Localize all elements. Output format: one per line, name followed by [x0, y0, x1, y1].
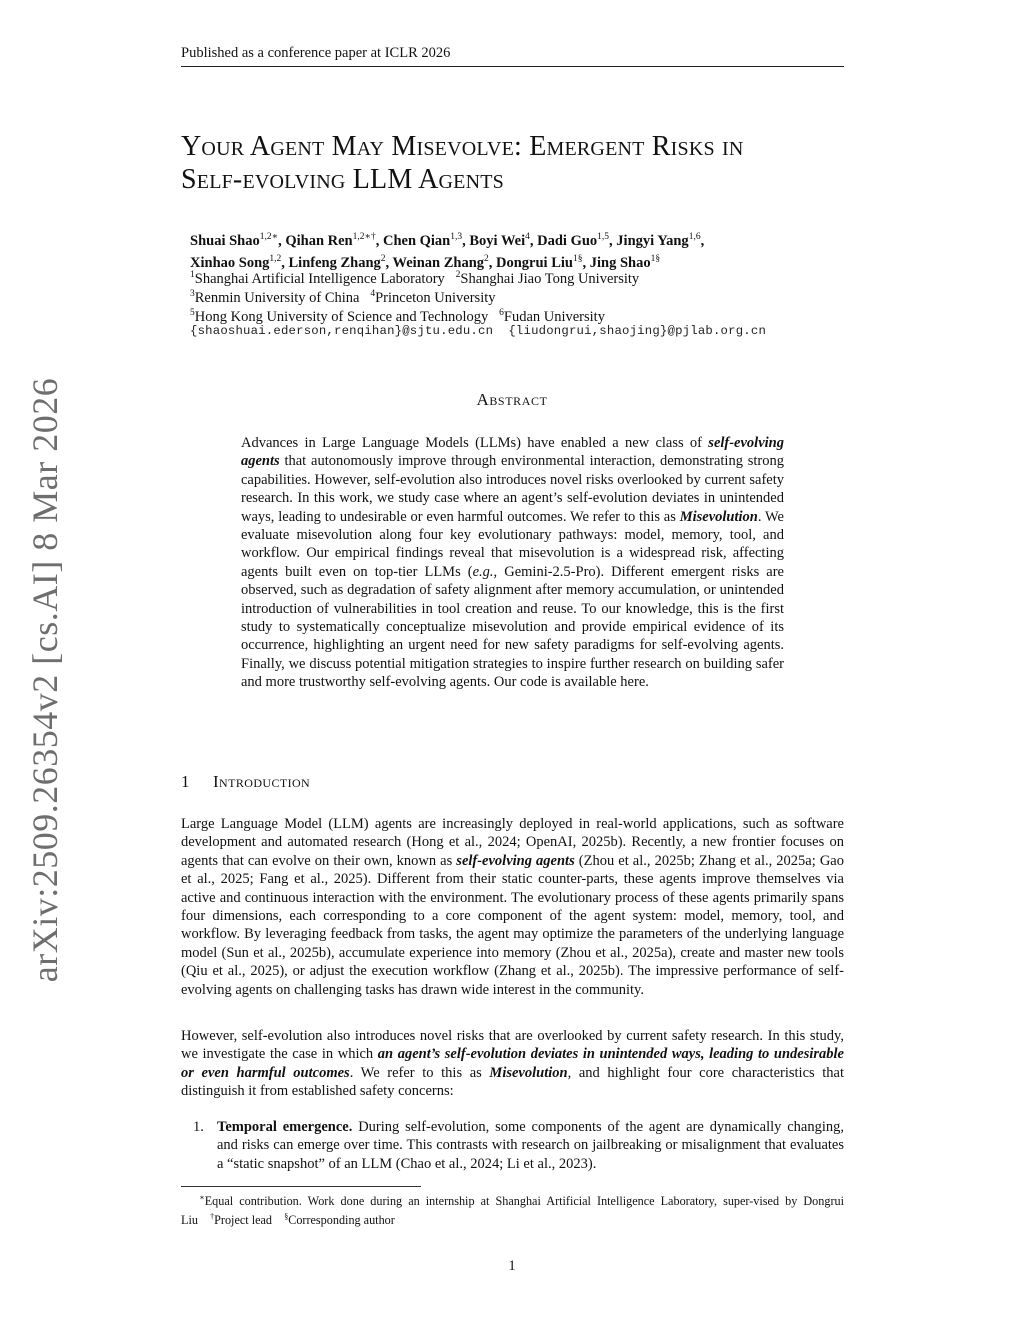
author-affil-mark: 4 — [525, 232, 530, 242]
author-affil-mark: 1,2∗† — [352, 232, 376, 242]
footnote-text: Corresponding author — [288, 1213, 395, 1228]
list-item-number: 1. — [193, 1119, 204, 1135]
author-name: Xinhao Song — [190, 255, 270, 272]
section-number: 1 — [181, 772, 190, 791]
paper-title — [181, 130, 861, 196]
author-name: Dongrui Liu — [496, 255, 573, 272]
author-affil-mark: 1,2 — [269, 254, 282, 265]
author-affil-mark: 1§ — [572, 254, 583, 265]
abstract-heading: Abstract — [476, 390, 548, 409]
title-line-1 — [181, 130, 861, 163]
footnote-mark: † — [210, 1212, 215, 1222]
affiliation: Princeton University — [375, 289, 496, 306]
affil-mark: 5 — [190, 308, 195, 318]
author-name: Jing Shao — [589, 255, 651, 272]
title-line-2 — [181, 163, 861, 196]
footnote-rule — [181, 1186, 421, 1187]
abstract-emphasis: self-evolving agents — [241, 435, 784, 470]
author-name: Weinan Zhang — [392, 255, 485, 272]
affil-mark: 4 — [370, 289, 376, 299]
footnote-text: Project lead — [214, 1213, 272, 1228]
paragraph-text: However, self-evolution also introduces novel risks that are overlooked by current safety research. In this study, we investigate the case in which — [181, 1028, 844, 1063]
author-affil-mark: 2 — [484, 254, 489, 265]
affiliation: Shanghai Artificial Intelligence Laboratory — [194, 270, 445, 287]
list-item — [193, 1118, 844, 1173]
affil-mark: 2 — [455, 270, 461, 280]
author-affil-mark: 1,2∗ — [259, 232, 279, 242]
intro-paragraph-1 — [181, 815, 844, 999]
author-name: Linfeng Zhang — [288, 255, 381, 272]
author-name: Boyi Wei — [469, 232, 526, 249]
page-number: 1 — [508, 1258, 516, 1274]
abstract-body — [241, 434, 784, 692]
running-header: Published as a conference paper at ICLR 2026 — [181, 45, 451, 61]
footnote-mark: ∗ — [199, 1193, 205, 1202]
author-affil-mark: 1§ — [650, 254, 661, 265]
paragraph-emphasis: Misevolution — [489, 1064, 568, 1081]
affil-mark: 1 — [190, 270, 195, 280]
abstract-text: Advances in Large Language Models (LLMs) have enabled a new class of — [241, 435, 709, 451]
abstract-text: , Gemini-2.5-Pro). Different emergent risks are observed, such as degradation of safety alignment after memory accumulation, or unintended introduction of vulnerabilities in tool creation and reuse. To our knowledge, this is the first study to systematically conceptualize misevolution and provide empirical evidence of its occurrence, highlighting an urgent need for new safety paradigms for self-evolving agents. Finally, we discuss potential mitigation strategies to inspire further research on building safer and more trustworthy self-evolving agents. Our code is available here. — [241, 563, 784, 691]
paragraph-emphasis: an agent’s self-evolution deviates in unintended ways, leading to undesirable or even harmful outcomes — [181, 1046, 844, 1081]
affiliation: Shanghai Jiao Tong University — [460, 270, 640, 287]
abstract-emphasis: Misevolution — [679, 508, 758, 525]
paragraph-text: (Zhou et al., 2025b; Zhang et al., 2025a; Gao et al., 2025; Fang et al., 2025). Different from their static counter-parts, these agents improve themselves via active and continuous interaction with the environment. The evolutionary process of these agents primarily spans four dimensions, each corresponding to a core component of the agent system: model, memory, tool, and workflow. By leveraging feedback from tasks, the agent may optimize the parameters of the underlying language model (Sun et al., 2025b), accumulate experience into memory (Zhou et al., 2025a), create and master new tools (Qiu et al., 2025), or adjust the execution workflow (Zhang et al., 2025b). The impressive performance of self-evolving agents on challenging tasks has drawn wide interest in the community. — [181, 852, 844, 998]
title-line-1-text: Your Agent May Misevolve: Emergent Risks in — [181, 131, 744, 162]
affiliation-line-3 — [190, 304, 850, 326]
affil-mark: 3 — [190, 289, 195, 299]
contact-emails[interactable]: {shaoshuai.ederson,renqihan}@sjtu.edu.cn {liudongrui,shaojing}@pjlab.org.cn — [190, 324, 767, 338]
affiliation: Hong Kong University of Science and Technology — [194, 308, 489, 325]
title-line-2-text: Self-evolving LLM Agents — [181, 164, 504, 195]
footnote-mark: § — [284, 1212, 289, 1222]
paragraph-emphasis: self-evolving agents — [456, 852, 575, 869]
affiliation: Renmin University of China — [194, 289, 360, 306]
paragraph-text: Large Language Model (LLM) agents are increasingly deployed in real-world applications, such as software development and automated research (Hong et al., 2024; OpenAI, 2025b). Recently, a new frontier focuses on agents that can evolve on their own, known as — [181, 816, 844, 869]
abstract-italic: e.g. — [472, 563, 494, 580]
section-title: Introduction — [213, 772, 311, 791]
author-name: Chen Qian — [382, 232, 451, 249]
footnote-text: Equal contribution. Work done during an internship at Shanghai Artificial Intelligence Laboratory, super-vised by Dongrui Liu — [181, 1194, 845, 1228]
author-name: Jingyi Yang — [616, 232, 689, 249]
affiliation: Fudan University — [503, 308, 605, 325]
author-name: Dadi Guo — [537, 232, 598, 249]
abstract-text: . We evaluate misevolution along four key evolutionary pathways: model, memory, tool, and workflow. Our empirical findings reveal that misevolution is a widespread risk, affecting agents built even on top-tier LLMs ( — [241, 508, 784, 580]
header-rule — [181, 66, 844, 67]
author-affil-mark: 2 — [380, 254, 386, 265]
author-affil-mark: 1,6 — [688, 232, 701, 242]
paragraph-text: . We refer to this as — [349, 1064, 490, 1081]
author-line-2: Xinhao Song$^{1,2}$, Linfeng Zhang$^2$, Weinan Zhang$^2$, Dongrui Liu$^{1\S}$, Jing Shao$^{1\S}$ — [190, 254, 661, 272]
intro-paragraph-2 — [181, 1027, 844, 1101]
affil-mark: 6 — [499, 308, 504, 318]
abstract-text: that autonomously improve through environmental interaction, demonstrating strong capabilities. However, self-evolution also introduces novel risks overlooked by current safety research. In this work, we study case where an agent’s self-evolution deviates in unintended ways, leading to undesirable or even harmful outcomes. We refer to this as — [241, 453, 784, 525]
paragraph-text: , and highlight four core characteristics that distinguish it from established safety concerns: — [181, 1064, 845, 1100]
footnote — [181, 1190, 844, 1228]
arxiv-identifier: arXiv:2509.26354v2 [cs.AI] 8 Mar 2026 — [25, 377, 65, 983]
section-heading — [181, 772, 310, 792]
author-name: Qihan Ren — [285, 232, 353, 249]
list-item-head: Temporal emergence. — [217, 1119, 353, 1135]
list-item-text: During self-evolution, some components of the agent are dynamically changing, and risks can emerge over time. This contrasts with research on jailbreaking or misalignment that evaluates a “static snapshot” of an LLM (Chao et al., 2024; Li et al., 2023). — [217, 1119, 844, 1172]
author-name: Shuai Shao — [190, 232, 260, 249]
author-line-1: Shuai Shao$^{1,2∗}$, Qihan Ren$^{1,2∗\dagger}$, Chen Qian$^{1,3}$, Boyi Wei$^4$, Dadi Guo$^{1,5}$, Jingyi Yang$^{1,6}$, — [190, 232, 705, 249]
arxiv-stamp — [15, 377, 75, 983]
list-item-body — [217, 1118, 844, 1173]
author-affil-mark: 1,5 — [597, 232, 610, 242]
author-affil-mark: 1,3 — [450, 232, 463, 242]
